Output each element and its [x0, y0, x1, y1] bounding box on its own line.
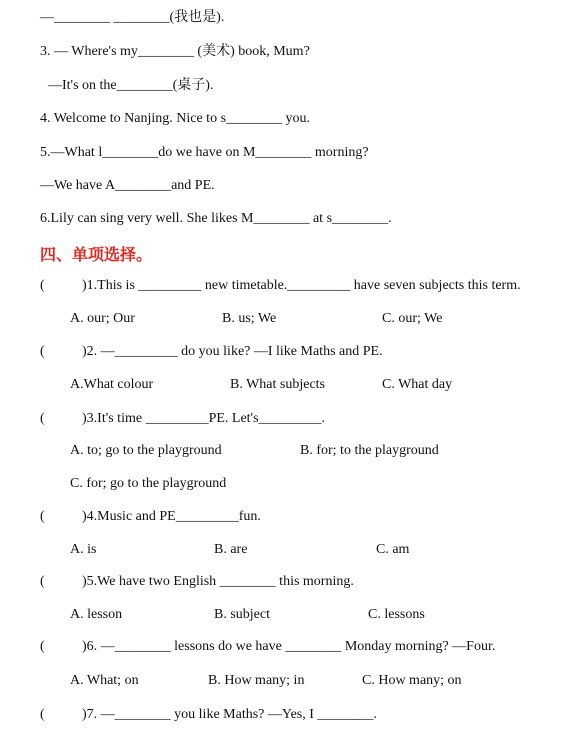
question-6-option-a: A. What; on	[70, 673, 139, 688]
question-3-option-c: C. for; go to the playground	[70, 476, 227, 491]
question-4-option-a: A. is	[70, 542, 97, 557]
question-3-option-b: B. for; to the playground	[300, 443, 439, 458]
question-5-option-b: B. subject	[214, 607, 270, 622]
question-6-option-b: B. How many; in	[208, 673, 305, 688]
question-4-stem: )4.Music and PE_________fun.	[82, 509, 261, 524]
question-5-option-c: C. lessons	[368, 607, 425, 622]
fill-in-line-4: 4. Welcome to Nanjing. Nice to s________ you.	[40, 111, 311, 126]
fill-in-line-5: 5.—What l________do we have on M________ morning?	[40, 145, 369, 160]
question-2-option-a: A.What colour	[70, 377, 154, 392]
question-1-option-b: B. us; We	[222, 311, 277, 326]
fill-in-line-3: —It's on the________(桌子).	[48, 78, 214, 93]
question-3-stem: )3.It's time _________PE. Let's_________.	[82, 411, 326, 426]
question-6-stem: )6. —________ lessons do we have ________ Monday morning? —Four.	[82, 639, 496, 654]
question-2-paren: (	[40, 344, 45, 359]
question-1-stem: )1.This is _________ new timetable._________ have seven subjects this term.	[82, 278, 521, 293]
question-2-stem: )2. —_________ do you like? —I like Maths and PE.	[82, 344, 383, 359]
question-6-paren: (	[40, 639, 45, 654]
question-5-stem: )5.We have two English ________ this morning.	[82, 574, 354, 589]
question-1-paren: (	[40, 278, 45, 293]
section-title: 四、单项选择。	[40, 245, 153, 264]
question-4-option-c: C. am	[376, 542, 410, 557]
fill-in-line-2: 3. — Where's my________ (美术) book, Mum?	[40, 44, 310, 59]
question-1-option-a: A. our; Our	[70, 311, 135, 326]
question-2-option-b: B. What subjects	[230, 377, 326, 392]
fill-in-line-7: 6.Lily can sing very well. She likes M________ at s________.	[40, 211, 392, 226]
question-4-option-b: B. are	[214, 542, 248, 557]
question-4-paren: (	[40, 509, 45, 524]
question-6-option-c: C. How many; on	[362, 673, 462, 688]
fill-in-line-6: —We have A________and PE.	[40, 178, 215, 193]
question-5-option-a: A. lesson	[70, 607, 123, 622]
question-1-option-c: C. our; We	[382, 311, 443, 326]
question-7-paren: (	[40, 707, 45, 722]
question-3-option-a: A. to; go to the playground	[70, 443, 222, 458]
fill-in-line-1: —________ ________(我也是).	[40, 10, 225, 25]
question-3-paren: (	[40, 411, 45, 426]
question-2-option-c: C. What day	[382, 377, 453, 392]
question-5-paren: (	[40, 574, 45, 589]
question-7-stem: )7. —________ you like Maths? —Yes, I ________.	[82, 707, 377, 722]
